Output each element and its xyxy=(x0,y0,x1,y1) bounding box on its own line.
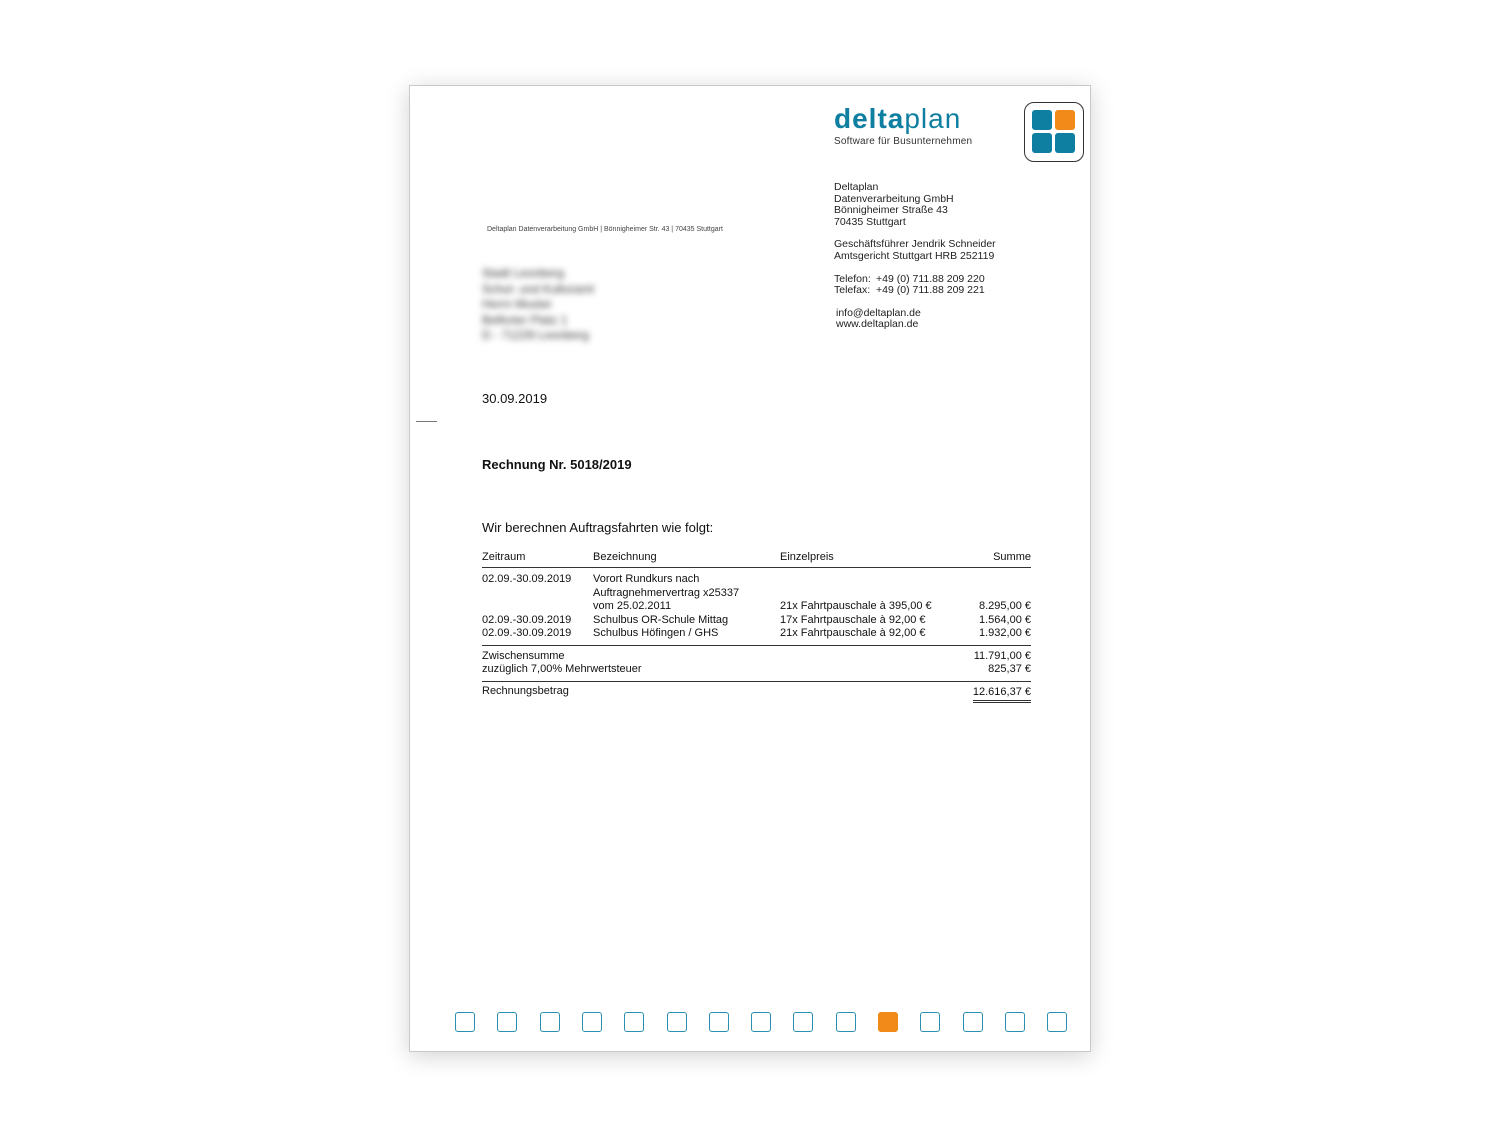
recipient-line: Schul- und Kulturamt xyxy=(482,281,595,296)
row-sum: 8.295,00 € xyxy=(979,600,1031,612)
total-row xyxy=(482,685,1031,699)
table-header xyxy=(482,551,1031,568)
vat-label: zuzüglich 7,00% Mehrwertsteuer xyxy=(482,663,642,675)
subtotal-label: Zwischensumme xyxy=(482,649,565,662)
row-description: Auftragnehmervertrag x25337 xyxy=(593,586,740,599)
page-square xyxy=(497,1012,517,1032)
company-court: Amtsgericht Stuttgart HRB 252119 xyxy=(834,249,995,262)
page-square xyxy=(920,1012,940,1032)
header-sum: Summe xyxy=(993,551,1031,563)
vat-row xyxy=(482,663,1031,677)
subtotal-value: 11.791,00 € xyxy=(973,649,1031,662)
page-square xyxy=(963,1012,983,1032)
header-description: Bezeichnung xyxy=(593,551,657,563)
header-unit-price: Einzelpreis xyxy=(780,551,834,563)
logo-wordmark: deltaplan xyxy=(834,103,962,134)
page-square xyxy=(624,1012,644,1032)
phone-number: +49 (0) 711.88 209 220 xyxy=(876,272,985,285)
sender-line: Deltaplan Datenverarbeitung GmbH | Bönnigheimer Str. 43 | 70435 Stuttgart xyxy=(487,226,723,233)
invoice-page xyxy=(409,85,1091,1052)
invoice-date: 30.09.2019 xyxy=(482,391,548,406)
page-square xyxy=(540,1012,560,1032)
row-unit-price: 21x Fahrtpauschale à 92,00 € xyxy=(780,627,926,639)
page-square xyxy=(455,1012,475,1032)
header-period: Zeitraum xyxy=(482,551,526,563)
recipient-line: Belforter Platz 1 xyxy=(482,312,568,327)
page-square xyxy=(1047,1012,1067,1032)
page-square-active xyxy=(878,1012,898,1032)
invoice-intro: Wir berechnen Auftragsfahrten wie folgt: xyxy=(482,520,714,535)
subtotal-row xyxy=(482,650,1031,664)
company-logo xyxy=(834,104,1016,147)
company-website: www.deltaplan.de xyxy=(836,318,919,331)
row-period: 02.09.-30.09.2019 xyxy=(482,627,572,639)
logo-squares-icon xyxy=(1024,102,1084,162)
company-ceo: Geschäftsführer Jendrik Schneider xyxy=(834,238,996,251)
row-description: vom 25.02.2011 xyxy=(593,600,672,612)
recipient-line: D - 71229 Leonberg xyxy=(482,328,589,342)
row-sum: 1.564,00 € xyxy=(979,613,1031,626)
table-row xyxy=(482,573,1031,587)
company-name-2: Datenverarbeitung GmbH xyxy=(834,192,954,205)
table-row xyxy=(482,600,1031,614)
company-name: Deltaplan xyxy=(834,181,879,193)
company-street: Bönnigheimer Straße 43 xyxy=(834,204,948,217)
page-square xyxy=(751,1012,771,1032)
page-square xyxy=(582,1012,602,1032)
phone-label: Telefon: xyxy=(834,272,871,285)
row-description: Vorort Rundkurs nach xyxy=(593,573,700,585)
row-description: Schulbus OR-Schule Mittag xyxy=(593,613,729,626)
logo-tagline: Software für Busunternehmen xyxy=(834,136,973,147)
recipient-line: Stadt Leonberg xyxy=(482,266,565,280)
recipient-address xyxy=(482,266,594,344)
fax-label: Telefax: xyxy=(834,284,871,297)
page-square xyxy=(667,1012,687,1032)
invoice-table xyxy=(482,551,1031,698)
vat-value: 825,37 € xyxy=(988,663,1031,675)
invoice-subject: Rechnung Nr. 5018/2019 xyxy=(482,457,632,472)
company-info xyxy=(834,182,996,342)
row-unit-price: 21x Fahrtpauschale à 395,00 € xyxy=(780,600,932,612)
company-city: 70435 Stuttgart xyxy=(834,215,906,228)
page-square xyxy=(709,1012,729,1032)
recipient-line: Herrn Muster xyxy=(482,297,553,311)
table-row xyxy=(482,614,1031,628)
table-row xyxy=(482,587,1031,601)
row-unit-price: 17x Fahrtpauschale à 92,00 € xyxy=(780,613,926,626)
page-square xyxy=(836,1012,856,1032)
table-row xyxy=(482,627,1031,641)
row-description: Schulbus Höfingen / GHS xyxy=(593,627,719,639)
row-sum: 1.932,00 € xyxy=(979,627,1031,639)
page-square xyxy=(1005,1012,1025,1032)
row-period: 02.09.-30.09.2019 xyxy=(482,613,572,626)
fax-number: +49 (0) 711.88 209 221 xyxy=(876,284,985,297)
total-label: Rechnungsbetrag xyxy=(482,684,569,697)
page-square xyxy=(793,1012,813,1032)
company-email: info@deltaplan.de xyxy=(836,306,921,319)
row-period: 02.09.-30.09.2019 xyxy=(482,573,572,585)
fold-mark xyxy=(416,421,437,422)
total-value: 12.616,37 € xyxy=(973,685,1031,703)
